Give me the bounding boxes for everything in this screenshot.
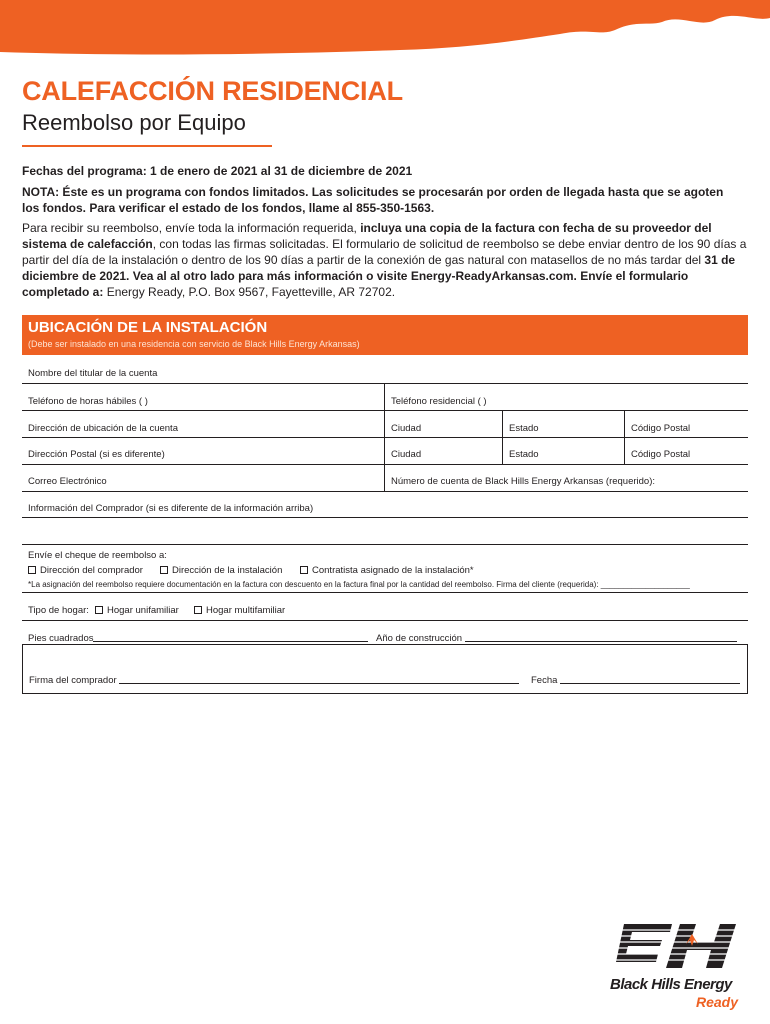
- year-built-line: [465, 633, 737, 642]
- state-2-field: Estado: [509, 449, 539, 460]
- date-label: Fecha: [531, 675, 558, 686]
- email-field: Correo Electrónico: [28, 476, 107, 487]
- signature-box: [22, 644, 748, 694]
- intro-text-3: , con todas las firmas solicitadas. El formulario de solicitud de reembolso se debe enviar dentro de los 90 días a partir del día de la instalación o dentro de los 90 días a partir de la conexión de gas natural con matasellos de no más tardar del: [22, 237, 747, 267]
- checkbox-buyer[interactable]: [28, 566, 36, 574]
- intro-text-4: 31 de diciembre de 2021. Vea al al otro lado para más información o visite Energy-ReadyArkansas.com. Envíe el formulario completado a:: [22, 253, 736, 299]
- square-feet-field[interactable]: [28, 633, 368, 644]
- zip-2-cell[interactable]: [624, 438, 748, 464]
- date-line: [560, 675, 740, 684]
- service-address-cell[interactable]: [22, 411, 384, 437]
- account-number-cell[interactable]: [384, 465, 748, 491]
- zip-cell[interactable]: [624, 411, 748, 437]
- intro-text-5: Energy Ready, P.O. Box 9567, Fayetteville, AR 72702.: [103, 285, 396, 299]
- home-type-label: Tipo de hogar:: [28, 605, 89, 616]
- checkbox-install[interactable]: [160, 566, 168, 574]
- city-2-field: Ciudad: [391, 449, 422, 460]
- business-phone-cell[interactable]: [22, 384, 384, 410]
- service-address-field: Dirección de ubicación de la cuenta: [28, 423, 178, 434]
- account-number-field: Número de cuenta de Black Hills Energy Arkansas (requerido):: [391, 476, 656, 487]
- logo-ready-text: Ready: [696, 994, 739, 1010]
- square-feet-line: [93, 633, 368, 642]
- program-intro: [22, 220, 747, 300]
- state-cell[interactable]: [502, 411, 624, 437]
- send-check-row: [22, 545, 748, 593]
- email-cell[interactable]: [22, 465, 384, 491]
- phone-row: [22, 384, 748, 411]
- state-2-cell[interactable]: [502, 438, 624, 464]
- option-contractor-label: Contratista asignado de la instalación*: [312, 565, 474, 576]
- program-note: NOTA: Éste es un programa con fondos limitados. Las solicitudes se procesarán por orden de llegada hasta que se agoten los fondos. Para verificar el estado de los fondos, llame al 855-350-1563.: [22, 185, 724, 215]
- single-family-label: Hogar unifamiliar: [107, 605, 179, 616]
- intro-text-1: Para recibir su reembolso, envíe toda la información requerida,: [22, 221, 361, 235]
- home-type-row: [22, 593, 748, 621]
- city-field: Ciudad: [391, 423, 422, 434]
- home-phone-cell[interactable]: [384, 384, 748, 410]
- option-single-family[interactable]: [95, 605, 179, 616]
- square-feet-label: Pies cuadrados: [28, 633, 94, 644]
- year-built-field[interactable]: [376, 633, 737, 644]
- multi-family-label: Hogar multifamiliar: [206, 605, 286, 616]
- buyer-signature-line: [119, 675, 519, 684]
- buyer-info-row[interactable]: [22, 492, 748, 518]
- checkbox-single-family[interactable]: [95, 606, 103, 614]
- account-holder-row: [22, 362, 748, 384]
- section-title: UBICACIÓN DE LA INSTALACIÓN: [28, 319, 268, 336]
- buyer-info-field: Información del Comprador (si es diferente de la información arriba): [28, 503, 314, 514]
- option-buyer[interactable]: [28, 565, 143, 576]
- page-title: CALEFACCIÓN RESIDENCIAL: [22, 76, 403, 106]
- bh-logo-mark-icon: [610, 918, 745, 976]
- mailing-address-field: Dirección Postal (si es diferente): [28, 449, 165, 460]
- black-hills-energy-logo: [610, 918, 745, 1010]
- program-dates: Fechas del programa: 1 de enero de 2021 al 31 de diciembre de 2021: [22, 164, 413, 178]
- intro-text-2: incluya una copia de la factura con fecha de su proveedor del sistema de calefacción: [22, 221, 712, 251]
- option-install-label: Dirección de la instalación: [172, 565, 283, 576]
- email-row: [22, 465, 748, 492]
- account-holder-field[interactable]: Nombre del titular de la cuenta: [28, 368, 158, 379]
- section-subtitle: (Debe ser instalado en una residencia con servicio de Black Hills Energy Arkansas): [28, 339, 360, 349]
- option-install[interactable]: [160, 565, 282, 576]
- zip-2-field: Código Postal: [631, 449, 691, 460]
- city-cell[interactable]: [384, 411, 502, 437]
- mailing-address-row: [22, 438, 748, 465]
- business-phone-field: Teléfono de horas hábiles ( ): [28, 396, 148, 407]
- section-header: [22, 315, 748, 355]
- checkbox-multi-family[interactable]: [194, 606, 202, 614]
- logo-brand-text: Black Hills Energy: [610, 976, 732, 993]
- zip-field: Código Postal: [631, 423, 691, 434]
- assignment-note: *La asignación del reembolso requiere documentación en la factura con descuento en la factura final por la cantidad del reembolso. Firma del cliente (requerida): ____________________: [28, 580, 690, 589]
- date-field[interactable]: [531, 675, 740, 686]
- buyer-signature-label: Firma del comprador: [29, 675, 117, 686]
- option-multi-family[interactable]: [194, 605, 285, 616]
- option-contractor[interactable]: [300, 565, 474, 576]
- title-divider: [22, 145, 272, 147]
- header-banner: [0, 0, 770, 60]
- page-subtitle: Reembolso por Equipo: [22, 110, 246, 135]
- option-buyer-label: Dirección del comprador: [40, 565, 143, 576]
- year-built-label: Año de construcción: [376, 633, 463, 644]
- checkbox-contractor[interactable]: [300, 566, 308, 574]
- state-field: Estado: [509, 423, 539, 434]
- buyer-info-blank-row[interactable]: [22, 518, 748, 545]
- city-2-cell[interactable]: [384, 438, 502, 464]
- mailing-address-cell[interactable]: [22, 438, 384, 464]
- service-address-row: [22, 411, 748, 438]
- buyer-signature-field[interactable]: [29, 675, 519, 686]
- home-phone-field: Teléfono residencial ( ): [391, 396, 487, 407]
- send-check-label: Envíe el cheque de reembolso a:: [28, 550, 167, 561]
